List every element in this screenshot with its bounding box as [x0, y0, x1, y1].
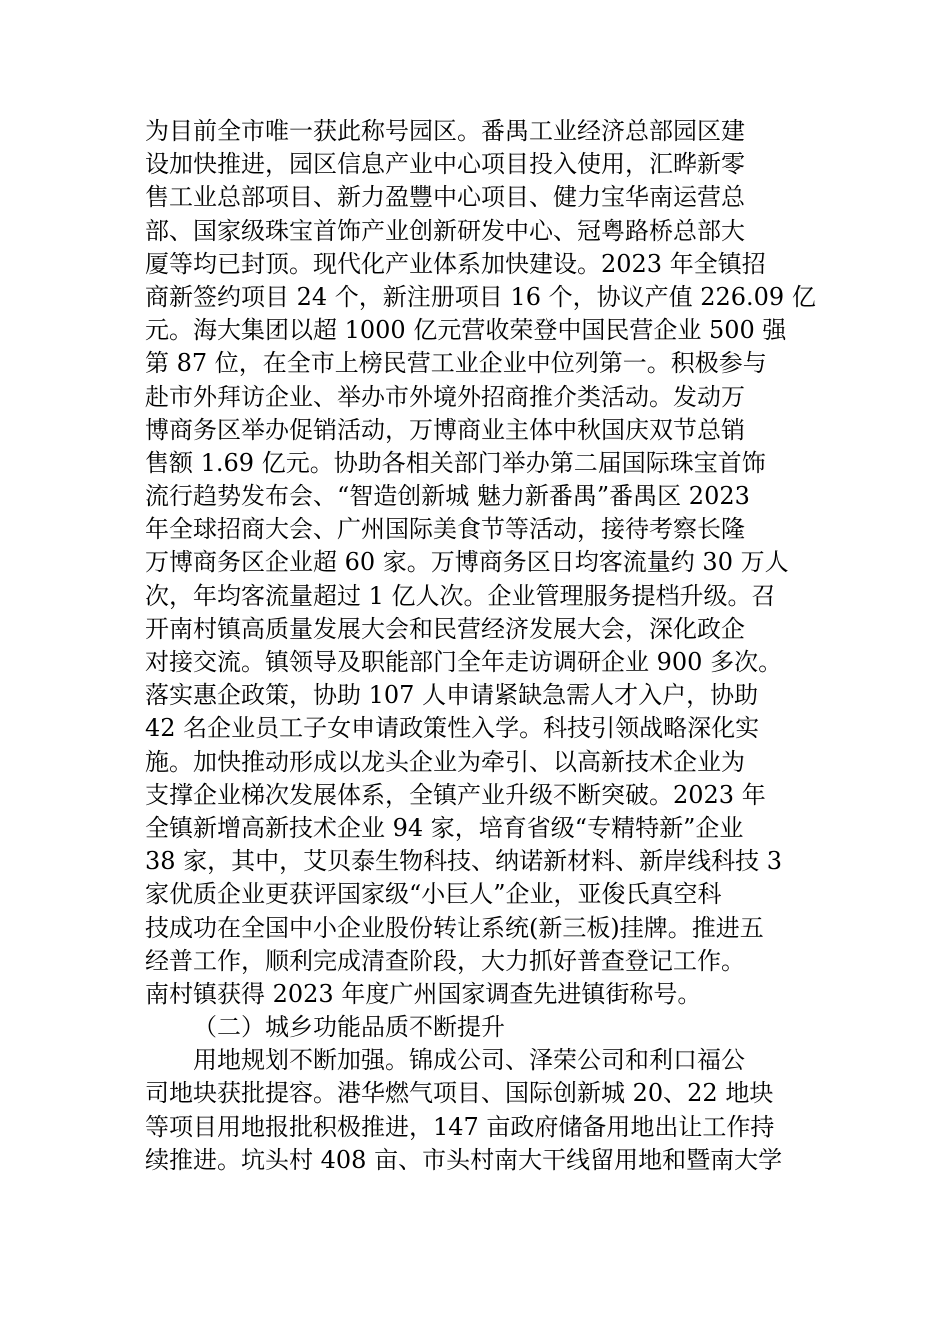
- paragraph-line: 落实惠企政策，协助 107 人申请紧缺急需人才入户，协助: [145, 681, 759, 710]
- paragraph-line: 次，年均客流量超过 1 亿人次。企业管理服务提档升级。召: [145, 581, 776, 610]
- paragraph-line: 南村镇获得 2023 年度广州国家调查先进镇街称号。: [145, 979, 702, 1008]
- paragraph-line: 技成功在全国中小企业股份转让系统(新三板)挂牌。推进五: [145, 913, 764, 942]
- paragraph-line: 38 家，其中，艾贝泰生物科技、纳诺新材料、新岸线科技 3: [145, 847, 783, 876]
- paragraph-line: 设加快推进，园区信息产业中心项目投入使用，汇晔新零: [145, 150, 745, 179]
- paragraph-line: 元。海大集团以超 1000 亿元营收荣登中国民营企业 500 强: [145, 316, 787, 345]
- paragraph-line: 司地块获批提容。港华燃气项目、国际创新城 20、22 地块: [145, 1079, 774, 1108]
- paragraph-line: 商新签约项目 24 个，新注册项目 16 个，协议产值 226.09 亿: [145, 282, 816, 311]
- paragraph-line: 赴市外拜访企业、举办市外境外招商推介类活动。发动万: [145, 382, 745, 411]
- paragraph-line: 开南村镇高质量发展大会和民营经济发展大会，深化政企: [145, 614, 745, 643]
- paragraph-line: 等项目用地报批积极推进，147 亩政府储备用地出让工作持: [145, 1112, 775, 1141]
- paragraph-line: 年全球招商大会、广州国际美食节等活动，接待考察长隆: [145, 515, 745, 544]
- paragraph-line: 为目前全市唯一获此称号园区。番禺工业经济总部园区建: [145, 117, 745, 145]
- section-heading: （二）城乡功能品质不断提升: [193, 1013, 505, 1042]
- document-body: [145, 115, 815, 1177]
- paragraph-line: 续推进。坑头村 408 亩、市头村南大干线留用地和暨南大学: [145, 1145, 783, 1174]
- paragraph-line: 支撑企业梯次发展体系，全镇产业升级不断突破。2023 年: [145, 780, 766, 809]
- paragraph-line: 经普工作，顺利完成清查阶段，大力抓好普查登记工作。: [145, 946, 745, 975]
- paragraph-line: 第 87 位，在全市上榜民营工业企业中位列第一。积极参与: [145, 349, 767, 378]
- paragraph-line: 流行趋势发布会、“智造创新城 魅力新番禺”番禺区 2023: [145, 482, 750, 511]
- paragraph-line: 42 名企业员工子女申请政策性入学。科技引领战略深化实: [145, 714, 760, 743]
- paragraph-line: 售额 1.69 亿元。协助各相关部门举办第二届国际珠宝首饰: [145, 448, 766, 477]
- paragraph-line: 家优质企业更获评国家级“小巨人”企业，亚俊氏真空科: [145, 880, 722, 909]
- paragraph-line: 部、国家级珠宝首饰产业创新研发中心、冠粤路桥总部大: [145, 216, 745, 245]
- paragraph-line: 对接交流。镇领导及职能部门全年走访调研企业 900 多次。: [145, 648, 783, 676]
- paragraph-2: [145, 1044, 815, 1177]
- paragraph-line: 博商务区举办促销活动，万博商业主体中秋国庆双节总销: [145, 415, 745, 444]
- paragraph-line: 厦等均已封顶。现代化产业体系加快建设。2023 年全镇招: [145, 249, 766, 278]
- paragraph-line: 万博商务区企业超 60 家。万博商务区日均客流量约 30 万人: [145, 548, 789, 577]
- paragraph-1: [145, 115, 815, 1011]
- paragraph-line: 用地规划不断加强。锦成公司、泽荣公司和利口福公: [193, 1046, 745, 1075]
- paragraph-line: 全镇新增高新技术企业 94 家，培育省级“专精特新”企业: [145, 813, 744, 842]
- paragraph-line: 施。加快推动形成以龙头企业为牵引、以高新技术企业为: [145, 747, 745, 776]
- paragraph-line: 售工业总部项目、新力盈豐中心项目、健力宝华南运营总: [145, 183, 745, 212]
